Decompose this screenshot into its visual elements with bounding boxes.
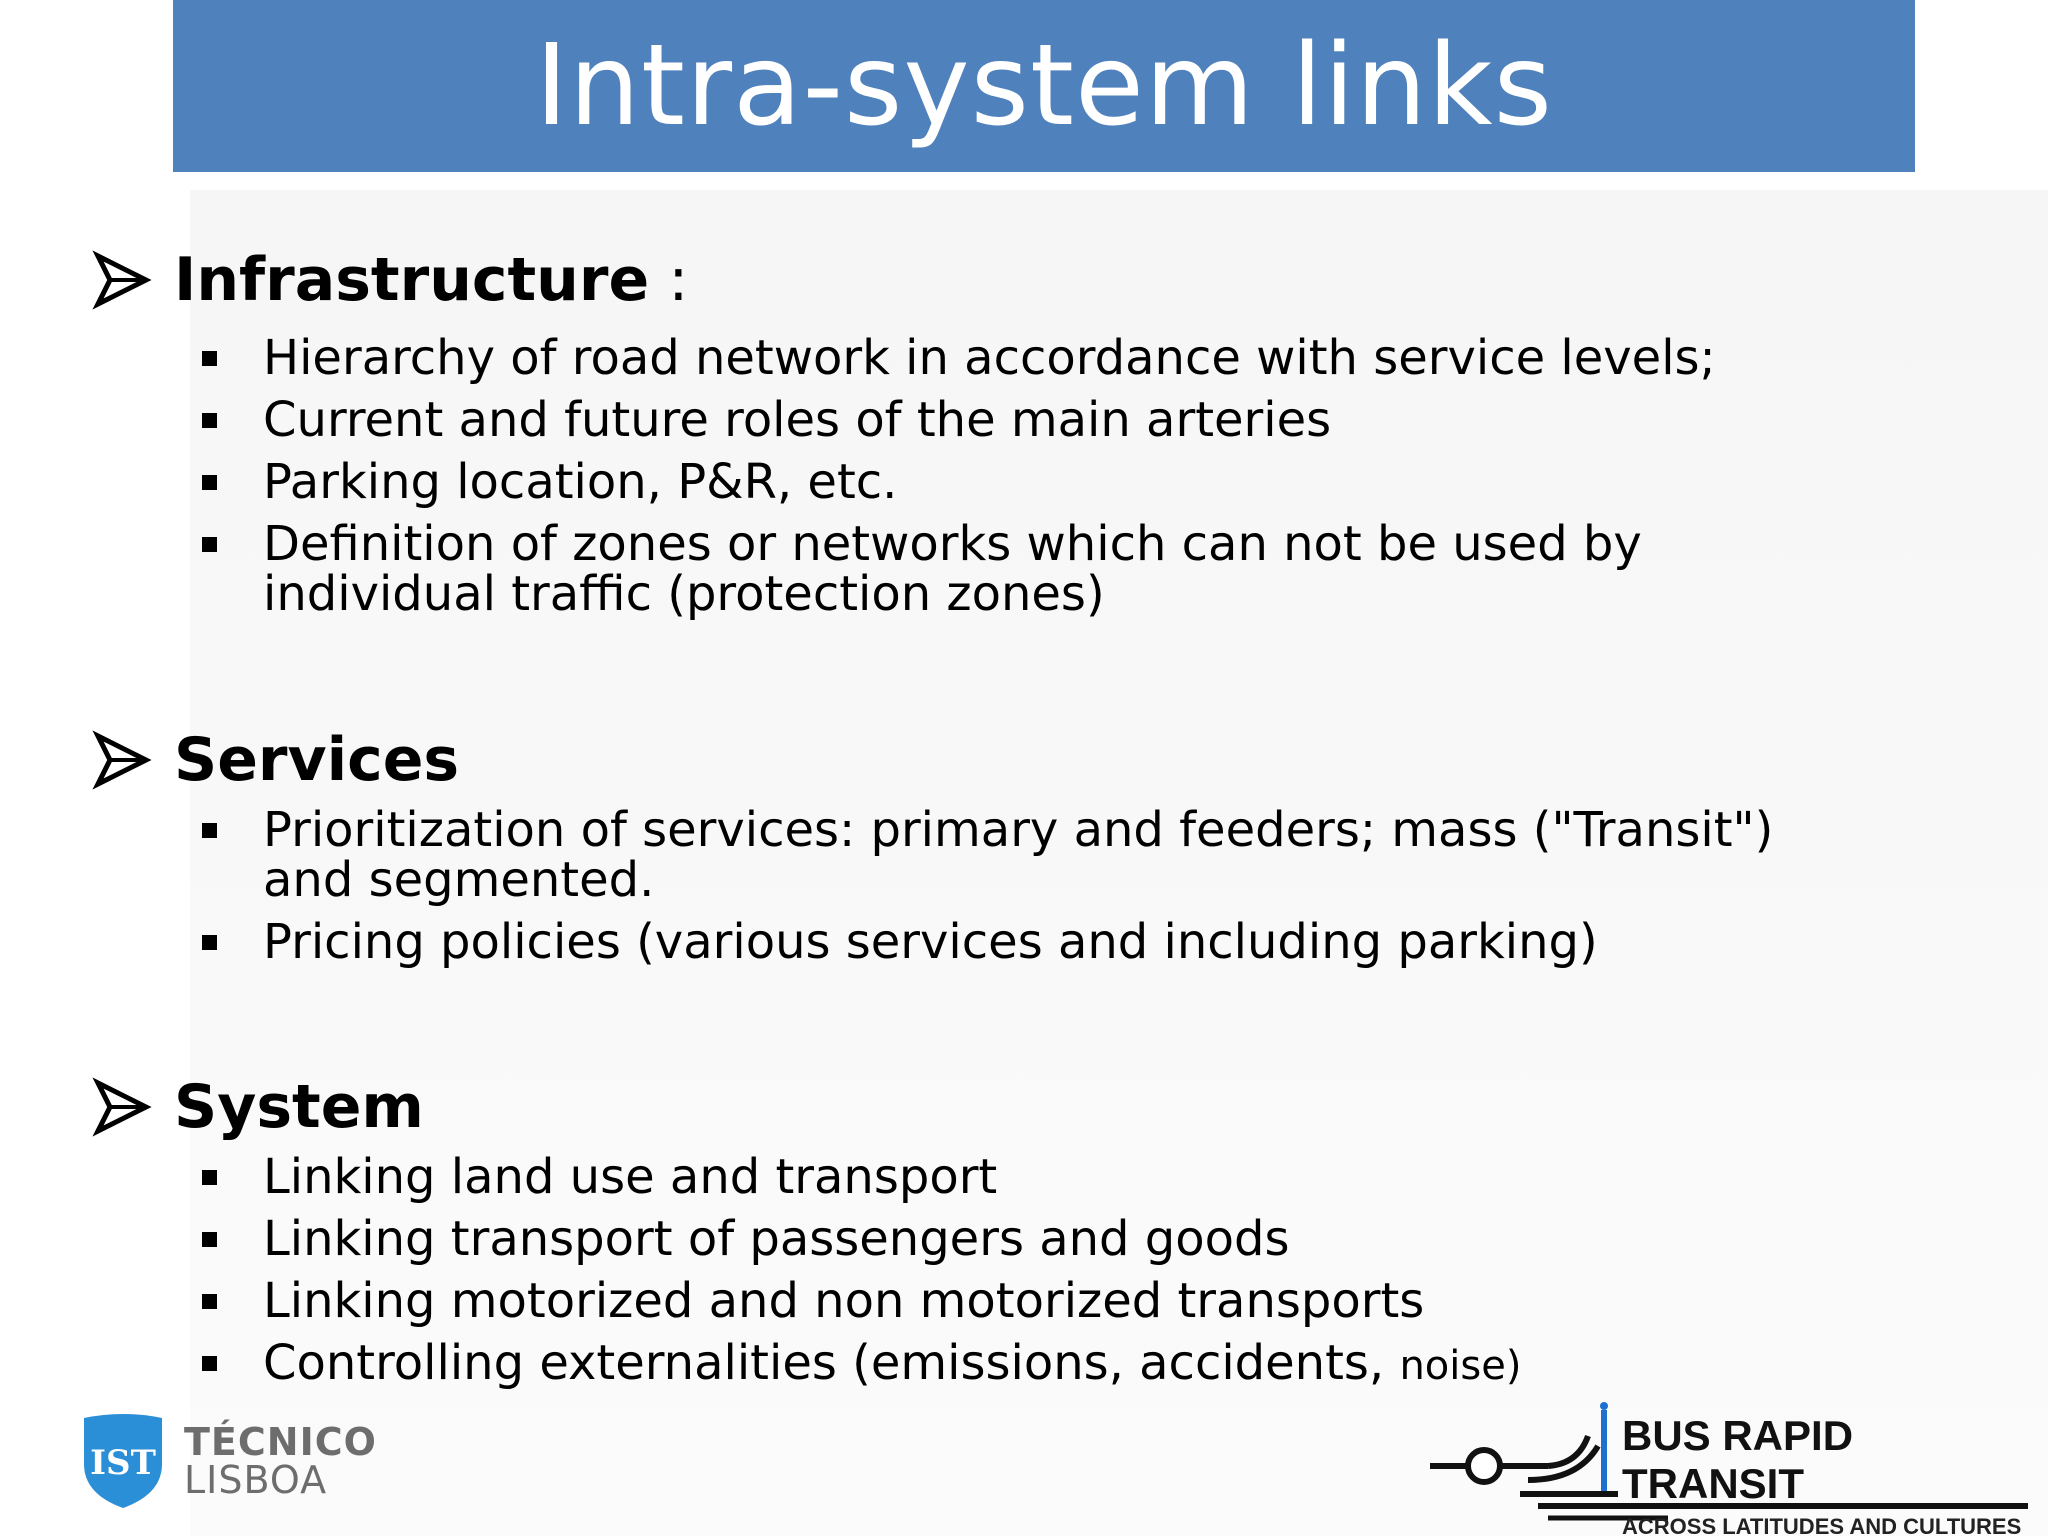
square-bullet-icon <box>202 1170 217 1185</box>
section-infrastructure <box>92 245 1823 631</box>
section-title-services: Services <box>174 725 460 795</box>
arrow-bullet-icon <box>92 250 152 310</box>
square-bullet-icon <box>202 823 217 838</box>
title-bar <box>173 0 1915 172</box>
shield-icon <box>80 1412 166 1510</box>
square-bullet-icon <box>202 413 217 428</box>
section-title-system: System <box>174 1072 424 1142</box>
square-bullet-icon <box>202 935 217 950</box>
list-item: Linking motorized and non motorized transports <box>92 1276 1823 1326</box>
section-heading <box>92 245 1823 315</box>
list-item: Definition of zones or networks which can not be used by individual traffic (protection zones) <box>92 519 1823 619</box>
brt-logo <box>1428 1396 2038 1539</box>
brt-logo-title: BUS RAPID TRANSIT <box>1622 1412 1854 1507</box>
square-bullet-icon <box>202 1294 217 1309</box>
square-bullet-icon <box>202 475 217 490</box>
list-item: Pricing policies (various services and including parking) <box>92 917 1823 967</box>
logo-line-2: LISBOA <box>184 1458 328 1502</box>
arrow-bullet-icon <box>92 730 152 790</box>
square-bullet-icon <box>202 1356 217 1371</box>
slide-title: Intra-system links <box>535 21 1553 151</box>
section-heading <box>92 1072 1823 1142</box>
logo-line-1: TÉCNICO <box>184 1420 377 1464</box>
list-item: Current and future roles of the main arteries <box>92 395 1823 445</box>
square-bullet-icon <box>202 1232 217 1247</box>
list-item: Prioritization of services: primary and feeders; mass ("Transit") and segmented. <box>92 805 1823 905</box>
bullet-list <box>92 802 1823 970</box>
arrow-bullet-icon <box>92 1077 152 1137</box>
bullet-list <box>92 330 1823 622</box>
section-title-suffix: : <box>649 245 689 315</box>
section-system <box>92 1072 1823 1403</box>
list-item: Hierarchy of road network in accordance with service levels; <box>92 333 1823 383</box>
list-item: Parking location, P&R, etc. <box>92 457 1823 507</box>
svg-text:IST: IST <box>90 1443 156 1483</box>
list-item: Linking transport of passengers and goods <box>92 1214 1823 1264</box>
list-item: Controlling externalities (emissions, accidents, noise) <box>92 1338 1823 1391</box>
list-item: Linking land use and transport <box>92 1152 1823 1202</box>
square-bullet-icon <box>202 351 217 366</box>
bullet-list <box>92 1149 1823 1391</box>
square-bullet-icon <box>202 537 217 552</box>
section-heading <box>92 725 1823 795</box>
brt-logo-subtitle: ACROSS LATITUDES AND CULTURES <box>1622 1514 2022 1539</box>
section-services <box>92 725 1823 979</box>
tecnico-lisboa-logo <box>80 1412 377 1510</box>
section-title-infrastructure: Infrastructure <box>174 245 650 315</box>
